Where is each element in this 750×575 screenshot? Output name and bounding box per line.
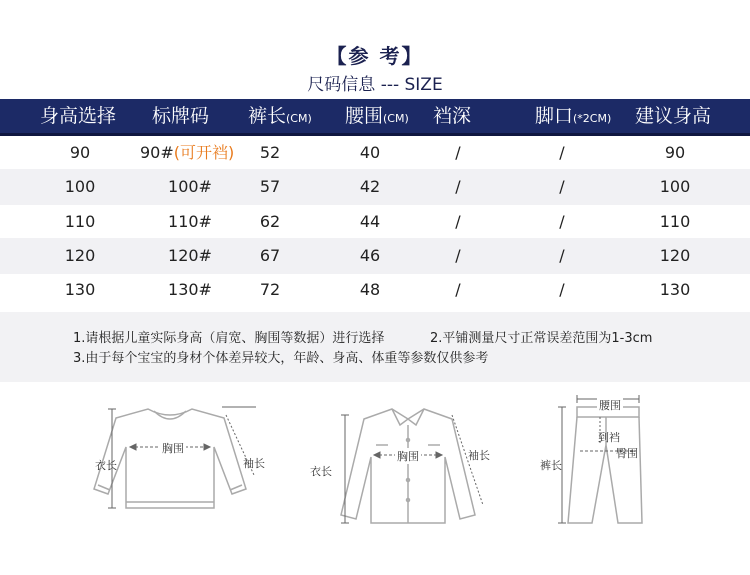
cell-hem: / bbox=[559, 280, 565, 299]
cell-waist: 40 bbox=[359, 143, 381, 162]
cell-recommended: 130 bbox=[659, 280, 691, 299]
note-line-2: 3.由于每个宝宝的身材个体差异较大，年龄、身高、体重等参数仅供参考 bbox=[73, 351, 489, 366]
label-sweater-body-length: 衣长 bbox=[95, 459, 117, 472]
cell-rise: / bbox=[455, 143, 461, 162]
table-row bbox=[0, 238, 750, 274]
table-header bbox=[0, 99, 750, 136]
cell-waist: 46 bbox=[359, 246, 381, 265]
cell-waist: 42 bbox=[359, 177, 381, 196]
cell-tag-note: (可开裆) bbox=[173, 143, 235, 162]
cell-tag: 120# bbox=[168, 246, 212, 265]
cell-recommended: 120 bbox=[659, 246, 691, 265]
cell-hem: / bbox=[559, 177, 565, 196]
cell-tag bbox=[140, 135, 240, 171]
cell-hem: / bbox=[559, 143, 565, 162]
header-hem-label: 脚口 bbox=[535, 105, 574, 127]
cell-recommended: 110 bbox=[659, 212, 691, 231]
header-waist-label: 腰围 bbox=[345, 105, 384, 127]
cell-tag: 110# bbox=[168, 212, 212, 231]
header-label-size: 标牌码 bbox=[152, 105, 210, 127]
notes-panel bbox=[0, 312, 750, 382]
cell-rise: / bbox=[455, 212, 461, 231]
label-sweater-chest: 胸围 bbox=[162, 442, 184, 455]
shirt-diagram bbox=[341, 409, 475, 523]
note-line-1a: 1.请根据儿童实际身高（肩宽、胸围等数据）进行选择 bbox=[73, 331, 385, 346]
cell-length: 57 bbox=[259, 177, 281, 196]
table-row bbox=[0, 204, 750, 240]
header-waist bbox=[345, 99, 409, 133]
label-pants-waist: 腰围 bbox=[599, 399, 621, 412]
table-row bbox=[0, 135, 750, 171]
cell-height: 100 bbox=[64, 177, 96, 196]
label-pants-hip: 臀围 bbox=[616, 447, 638, 460]
cell-length: 67 bbox=[259, 246, 281, 265]
header-pants-length-label: 裤长 bbox=[248, 105, 287, 127]
cell-recommended: 90 bbox=[664, 143, 686, 162]
pants-diagram bbox=[568, 407, 642, 523]
cell-recommended: 100 bbox=[659, 177, 691, 196]
cell-rise: / bbox=[455, 177, 461, 196]
cell-height: 110 bbox=[64, 212, 96, 231]
label-sweater-sleeve: 袖长 bbox=[243, 457, 265, 470]
title: 【参 考】 bbox=[326, 44, 424, 68]
cell-waist: 48 bbox=[359, 280, 381, 299]
shirt-measure-lines bbox=[341, 415, 483, 523]
label-pants-length: 裤长 bbox=[540, 459, 562, 472]
subtitle: 尺码信息 --- SIZE bbox=[307, 75, 443, 95]
cell-tag-value: 90# bbox=[140, 143, 174, 162]
measurement-diagrams bbox=[0, 385, 750, 575]
note-line-1b: 2.平铺测量尺寸正常误差范围为1-3cm bbox=[430, 331, 653, 346]
label-shirt-body-length: 衣长 bbox=[310, 465, 332, 478]
cell-tag: 130# bbox=[168, 280, 212, 299]
header-hem bbox=[535, 99, 611, 133]
cell-tag: 100# bbox=[168, 177, 212, 196]
cell-hem: / bbox=[559, 246, 565, 265]
cell-length: 72 bbox=[259, 280, 281, 299]
cell-length: 62 bbox=[259, 212, 281, 231]
label-shirt-chest: 胸围 bbox=[397, 450, 419, 463]
header-pants-length bbox=[248, 99, 312, 133]
header-height-select: 身高选择 bbox=[40, 105, 117, 127]
table-row bbox=[0, 169, 750, 205]
cell-height: 130 bbox=[64, 280, 96, 299]
cell-length: 52 bbox=[259, 143, 281, 162]
cell-hem: / bbox=[559, 212, 565, 231]
cell-rise: / bbox=[455, 280, 461, 299]
cell-rise: / bbox=[455, 246, 461, 265]
header-pants-length-unit: (CM) bbox=[286, 112, 312, 125]
header-recommended-height: 建议身高 bbox=[635, 105, 712, 127]
cell-height: 90 bbox=[69, 143, 91, 162]
cell-waist: 44 bbox=[359, 212, 381, 231]
header-rise: 裆深 bbox=[433, 105, 472, 127]
cell-height: 120 bbox=[64, 246, 96, 265]
table-row bbox=[0, 272, 750, 308]
header-waist-unit: (CM) bbox=[383, 112, 409, 125]
header-hem-unit: (*2CM) bbox=[573, 112, 612, 125]
label-pants-rise: 到裆 bbox=[598, 431, 620, 444]
label-shirt-sleeve: 袖长 bbox=[468, 449, 490, 462]
diagram-graphics bbox=[0, 385, 750, 575]
